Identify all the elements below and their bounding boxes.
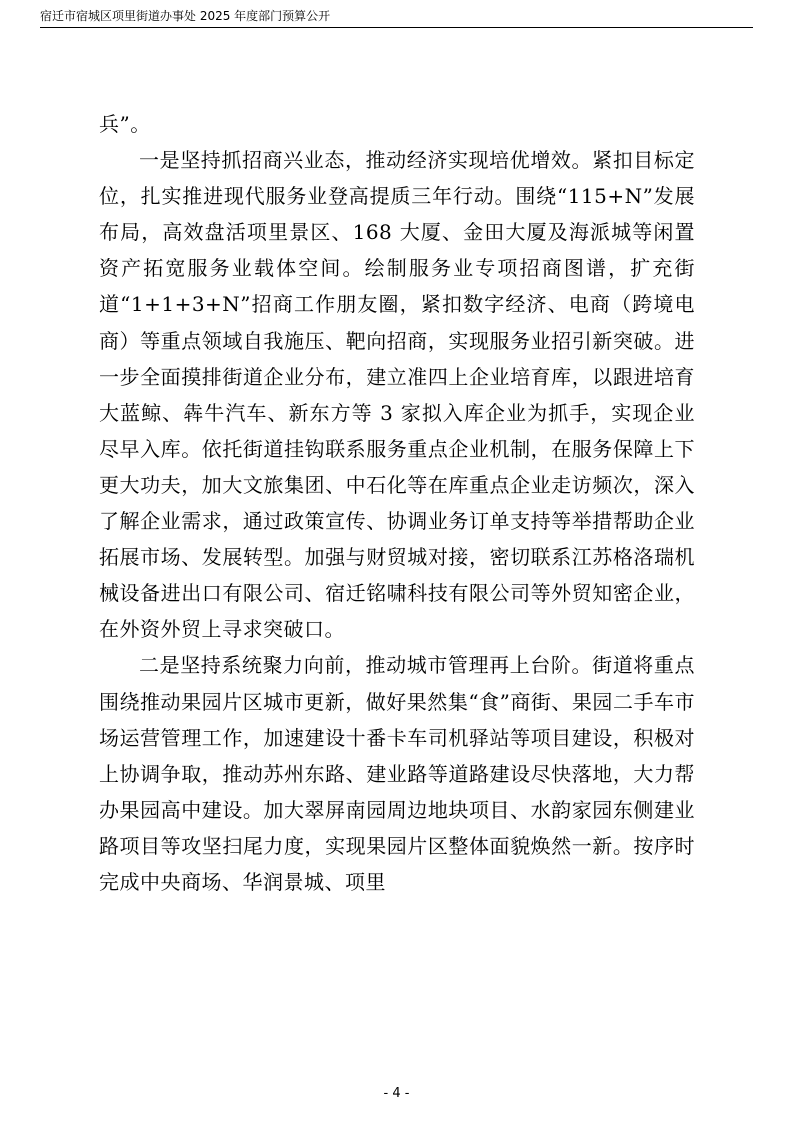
document-body <box>99 106 695 900</box>
body-paragraph: 一是坚持抓招商兴业态，推动经济实现培优增效。紧扣目标定位，扎实推进现代服务业登高提质三年行动。围绕“115+N”发展布局，高效盘活项里景区、168 大厦、金田大厦及海派城等闲置资产拓宽服务业载体空间。绘制服务业专项招商图谱，扩充街道“1+1+3+N”招商工作朋友圈，紧扣数字经济、电商（跨境电商）等重点领域自我施压、靶向招商，实现服务业招引新突破。进一步全面摸排街道企业分布，建立准四上企业培育库，以跟进培育大蓝鲸、犇牛汽车、新东方等 3 家拟入库企业为抓手，实现企业尽早入库。依托街道挂钩联系服务重点企业机制，在服务保障上下更大功夫，加大文旅集团、中石化等在库重点企业走访频次，深入了解企业需求，通过政策宣传、协调业务订单支持等举措帮助企业拓展市场、发展转型。加强与财贸城对接，密切联系江苏格洛瑞机械设备进出口有限公司、宿迁铭啸科技有限公司等外贸知密企业，在外资外贸上寻求突破口。 <box>99 148 695 642</box>
body-paragraph: 二是坚持系统聚力向前，推动城市管理再上台阶。街道将重点围绕推动果园片区城市更新，做好果然集“食”商街、果园二手车市场运营管理工作，加速建设十番卡车司机驿站等项目建设，积极对上协调争取，推动苏州东路、建业路等道路建设尽快落地，大力帮办果园高中建设。加大翠屏南园周边地块项目、水韵家园东侧建业路项目等攻坚扫尾力度，实现果园片区整体面貌焕然一新。按序时完成中央商场、华润景城、项里 <box>99 653 695 894</box>
page-number: - 4 - <box>383 1086 410 1101</box>
page-header: 宿迁市宿城区项里街道办事处 2025 年度部门预算公开 <box>40 9 331 23</box>
header-divider <box>40 27 753 28</box>
body-paragraph: 兵”。 <box>99 112 151 136</box>
